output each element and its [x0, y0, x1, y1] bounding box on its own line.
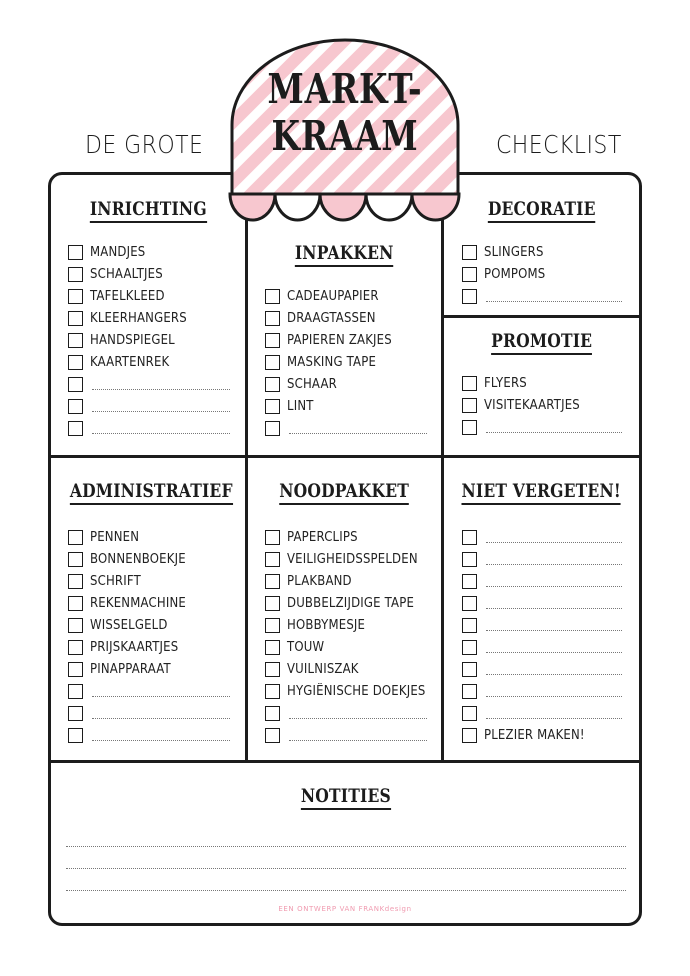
checkbox[interactable] [462, 245, 477, 260]
checklist-item-label: PRIJSKAARTJES [90, 639, 179, 655]
checklist-item-administratief [68, 659, 230, 679]
checklist-item-niet_vergeten [462, 725, 622, 745]
checklist-item-inpakken [265, 330, 427, 350]
checklist-item-administratief [68, 527, 230, 547]
checklist-item-niet_vergeten [462, 659, 622, 679]
blank-write-in-line[interactable] [289, 707, 427, 719]
checklist-item-label: KAARTENREK [90, 354, 170, 370]
checklist-item-inpakken [265, 374, 427, 394]
note-line[interactable] [66, 868, 626, 869]
checkbox[interactable] [265, 355, 280, 370]
checkbox[interactable] [68, 684, 83, 699]
checklist-item-noodpakket [265, 703, 427, 723]
checklist-item-label: KLEERHANGERS [90, 310, 187, 326]
checklist-item-label: PAPERCLIPS [287, 529, 358, 545]
checklist-item-noodpakket [265, 593, 427, 613]
section-title-decoratie: DECORATIE [444, 198, 639, 223]
checklist-item-label: LINT [287, 398, 314, 414]
blank-write-in-line[interactable] [92, 729, 230, 741]
checkbox[interactable] [68, 333, 83, 348]
blank-write-in-line[interactable] [289, 729, 427, 741]
checklist-item-inpakken [265, 308, 427, 328]
checklist-item-noodpakket [265, 615, 427, 635]
blank-write-in-line[interactable] [486, 663, 622, 675]
checklist-item-noodpakket [265, 571, 427, 591]
checklist-item-label: HOBBYMESJE [287, 617, 366, 633]
checklist-item-label: FLYERS [484, 375, 527, 391]
checkbox[interactable] [462, 640, 477, 655]
blank-write-in-line[interactable] [486, 421, 622, 433]
title-line-2: KRAAM [271, 112, 419, 160]
checklist-item-label: PENNEN [90, 529, 140, 545]
checklist-item-niet_vergeten [462, 703, 622, 723]
checklist-item-promotie [462, 417, 622, 437]
checkbox[interactable] [462, 574, 477, 589]
checkbox[interactable] [265, 399, 280, 414]
checkbox[interactable] [68, 421, 83, 436]
checklist-item-niet_vergeten [462, 549, 622, 569]
checklist-item-noodpakket [265, 659, 427, 679]
checklist-item-administratief [68, 571, 230, 591]
checklist-item-label: DUBBELZIJDIGE TAPE [287, 595, 415, 611]
checkbox[interactable] [68, 530, 83, 545]
checkbox[interactable] [462, 267, 477, 282]
checklist-item-label: CADEAUPAPIER [287, 288, 379, 304]
checklist-item-label: VEILIGHEIDSSPELDEN [287, 551, 418, 567]
checkbox[interactable] [462, 662, 477, 677]
note-line[interactable] [66, 890, 626, 891]
blank-write-in-line[interactable] [486, 597, 622, 609]
checkbox[interactable] [68, 377, 83, 392]
checkbox[interactable] [265, 530, 280, 545]
checklist-item-inrichting [68, 264, 230, 284]
section-title-notities: NOTITIES [52, 785, 639, 810]
checklist-item-label: BONNENBOEKJE [90, 551, 186, 567]
blank-write-in-line[interactable] [486, 641, 622, 653]
checklist-item-label: SLINGERS [484, 244, 544, 260]
checklist-item-label: TAFELKLEED [90, 288, 165, 304]
checkbox[interactable] [68, 289, 83, 304]
checklist-item-inrichting [68, 352, 230, 372]
checkbox[interactable] [68, 596, 83, 611]
checklist-item-inrichting [68, 418, 230, 438]
checkbox[interactable] [265, 596, 280, 611]
checklist-item-label: VISITEKAARTJES [484, 397, 580, 413]
checkbox[interactable] [265, 552, 280, 567]
divider-decoratie-promotie [441, 315, 639, 318]
checklist-item-label: PAPIEREN ZAKJES [287, 332, 392, 348]
checklist-item-niet_vergeten [462, 637, 622, 657]
checklist-item-niet_vergeten [462, 615, 622, 635]
checkbox[interactable] [68, 706, 83, 721]
checklist-item-inrichting [68, 374, 230, 394]
blank-write-in-line[interactable] [486, 531, 622, 543]
checklist-item-noodpakket [265, 637, 427, 657]
header-right-text: CHECKLIST [496, 130, 622, 159]
checklist-item-label: PLAKBAND [287, 573, 352, 589]
checkbox[interactable] [462, 420, 477, 435]
checklist-item-noodpakket [265, 549, 427, 569]
checklist-item-label: MASKING TAPE [287, 354, 377, 370]
checkbox[interactable] [68, 355, 83, 370]
checkbox[interactable] [462, 618, 477, 633]
blank-write-in-line[interactable] [289, 422, 427, 434]
checkbox[interactable] [462, 289, 477, 304]
note-line[interactable] [66, 846, 626, 847]
checklist-item-niet_vergeten [462, 681, 622, 701]
blank-write-in-line[interactable] [92, 422, 230, 434]
section-title-inrichting: INRICHTING [52, 198, 245, 223]
blank-write-in-line[interactable] [92, 685, 230, 697]
checklist-item-decoratie [462, 264, 622, 284]
checkbox[interactable] [68, 245, 83, 260]
checkbox[interactable] [265, 662, 280, 677]
checklist-item-niet_vergeten [462, 571, 622, 591]
blank-write-in-line[interactable] [486, 707, 622, 719]
checklist-item-inrichting [68, 242, 230, 262]
checklist-item-label: REKENMACHINE [90, 595, 186, 611]
checkbox[interactable] [68, 618, 83, 633]
section-title-niet-vergeten: NIET VERGETEN! [444, 480, 639, 505]
checkbox[interactable] [265, 684, 280, 699]
checkbox[interactable] [265, 574, 280, 589]
checkbox[interactable] [265, 728, 280, 743]
checkbox[interactable] [462, 728, 477, 743]
checklist-item-decoratie [462, 242, 622, 262]
checkbox[interactable] [68, 267, 83, 282]
checklist-item-inpakken [265, 286, 427, 306]
checkbox[interactable] [462, 684, 477, 699]
blank-write-in-line[interactable] [486, 575, 622, 587]
checkbox[interactable] [68, 640, 83, 655]
checkbox[interactable] [265, 311, 280, 326]
checklist-item-label: HYGIËNISCHE DOEKJES [287, 683, 426, 699]
checkbox[interactable] [68, 728, 83, 743]
checkbox[interactable] [265, 640, 280, 655]
checklist-item-decoratie [462, 286, 622, 306]
blank-write-in-line[interactable] [92, 400, 230, 412]
checklist-item-administratief [68, 725, 230, 745]
checkbox[interactable] [462, 530, 477, 545]
blank-write-in-line[interactable] [486, 290, 622, 302]
checkbox[interactable] [68, 662, 83, 677]
checklist-item-administratief [68, 615, 230, 635]
checklist-item-promotie [462, 373, 622, 393]
checklist-item-inpakken [265, 396, 427, 416]
checklist-item-label: MANDJES [90, 244, 146, 260]
header-left-text: DE GROTE [85, 130, 204, 159]
checkbox[interactable] [462, 398, 477, 413]
blank-write-in-line[interactable] [92, 707, 230, 719]
checklist-item-label: HANDSPIEGEL [90, 332, 175, 348]
checklist-item-inrichting [68, 308, 230, 328]
checklist-item-label: SCHRIFT [90, 573, 141, 589]
checkbox[interactable] [265, 618, 280, 633]
title-line-1: MARKT- [267, 65, 423, 113]
checklist-item-label: WISSELGELD [90, 617, 168, 633]
section-title-promotie: PROMOTIE [444, 330, 639, 355]
designer-credit: EEN ONTWERP VAN FRANKdesign [278, 905, 412, 913]
checklist-item-label: SCHAALTJES [90, 266, 163, 282]
checkbox[interactable] [265, 706, 280, 721]
checklist-item-administratief [68, 637, 230, 657]
section-title-noodpakket: NOODPAKKET [248, 480, 441, 505]
checklist-item-label: VUILNISZAK [287, 661, 359, 677]
checklist-item-label: PINAPPARAAT [90, 661, 171, 677]
checklist-item-label: TOUW [287, 639, 325, 655]
divider-row2 [51, 760, 639, 763]
checkbox[interactable] [265, 289, 280, 304]
checklist-item-label: PLEZIER MAKEN! [484, 727, 585, 743]
checklist-item-administratief [68, 549, 230, 569]
checklist-item-inpakken [265, 352, 427, 372]
blank-write-in-line[interactable] [92, 378, 230, 390]
checklist-item-label: POMPOMS [484, 266, 546, 282]
checklist-item-inrichting [68, 286, 230, 306]
blank-write-in-line[interactable] [486, 553, 622, 565]
checklist-item-label: DRAAGTASSEN [287, 310, 376, 326]
section-title-administratief: ADMINISTRATIEF [52, 480, 245, 505]
checkbox[interactable] [462, 552, 477, 567]
checklist-item-administratief [68, 593, 230, 613]
checklist-item-label: SCHAAR [287, 376, 337, 392]
checklist-item-administratief [68, 703, 230, 723]
checklist-item-niet_vergeten [462, 593, 622, 613]
checkbox[interactable] [68, 574, 83, 589]
divider-row1 [51, 455, 639, 458]
checkbox[interactable] [462, 706, 477, 721]
checklist-item-noodpakket [265, 527, 427, 547]
checklist-item-promotie [462, 395, 622, 415]
market-stall-title [230, 66, 460, 160]
checklist-item-niet_vergeten [462, 527, 622, 547]
checkbox[interactable] [68, 399, 83, 414]
section-title-inpakken: INPAKKEN [248, 242, 441, 267]
checklist-item-noodpakket [265, 725, 427, 745]
blank-write-in-line[interactable] [486, 619, 622, 631]
checklist-item-administratief [68, 681, 230, 701]
checkbox[interactable] [68, 552, 83, 567]
checkbox[interactable] [462, 376, 477, 391]
blank-write-in-line[interactable] [486, 685, 622, 697]
checklist-item-noodpakket [265, 681, 427, 701]
checkbox[interactable] [462, 596, 477, 611]
checklist-item-inrichting [68, 330, 230, 350]
checkbox[interactable] [265, 421, 280, 436]
checklist-item-inrichting [68, 396, 230, 416]
checklist-item-inpakken [265, 418, 427, 438]
checkbox[interactable] [68, 311, 83, 326]
checkbox[interactable] [265, 333, 280, 348]
checkbox[interactable] [265, 377, 280, 392]
